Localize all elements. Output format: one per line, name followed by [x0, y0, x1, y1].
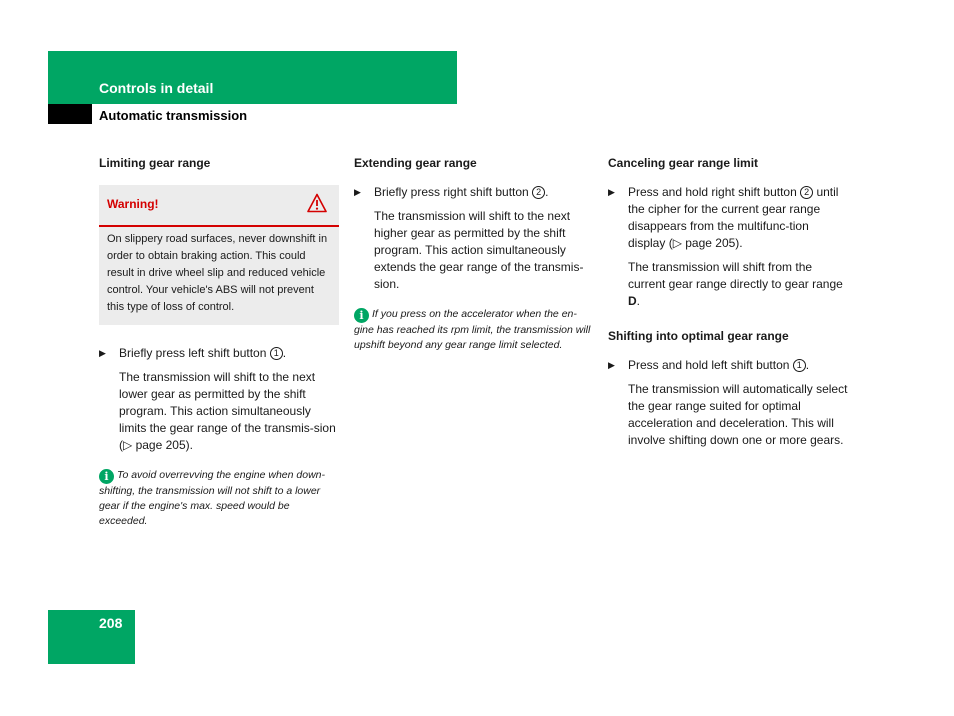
step-text: Briefly press right shift button [374, 185, 529, 199]
section-marker [48, 104, 92, 124]
step-text-cont: until the cipher for the current gear range disappears from the multifunc-tion display ( [628, 185, 839, 250]
para-text: The transmission will shift to the next lower gear as permitted by the shift program. This action simultaneously limits the gear range of the transmis-sion ( [119, 370, 336, 452]
step-text: Briefly press left shift button [119, 346, 267, 360]
shift-button-2-icon: 2 [800, 186, 813, 199]
shift-button-1-icon: 1 [270, 347, 283, 360]
gear-d-label: D [628, 294, 637, 308]
warning-header [99, 185, 339, 227]
page-ref-arrow-icon: ▷ [672, 236, 682, 250]
para-cancel [608, 259, 848, 310]
warning-triangle-icon [307, 193, 327, 218]
step-press-right [354, 184, 594, 201]
shift-button-2-icon: 2 [532, 186, 545, 199]
column-extending [354, 155, 594, 353]
step-end: . [282, 346, 287, 360]
heading-optimal-gear-range: Shifting into optimal gear range [608, 329, 789, 343]
para-text: The transmission will shift from the current gear range directly to gear range [628, 260, 843, 291]
step-end: . [545, 185, 549, 199]
subsection-title: Automatic transmission [99, 108, 248, 123]
note-text: If you press on the accelerator when the en-gine has reached its rpm limit, the transmission will upshift beyond any gear range limit selected. [354, 308, 591, 351]
heading-limiting-gear-range: Limiting gear range [99, 156, 211, 170]
warning-text: On slippery road surfaces, never downshift in order to obtain braking action. This could result in drive wheel slip and reduced vehicle control. Your vehicle's ABS will not prevent this type of loss of control. [107, 233, 328, 313]
warning-box [99, 185, 339, 325]
para-optimal: The transmission will automatically select the gear range suited for optimal acceleration and deceleration. This will involve shifting down one or more gears. [628, 382, 848, 447]
step-arrow-icon: ▶ [608, 360, 615, 370]
step-hold-left [608, 357, 848, 374]
heading-canceling-gear-range-limit: Canceling gear range limit [608, 156, 759, 170]
info-icon: i [354, 308, 369, 323]
column-limiting [99, 155, 339, 529]
para-end: . [636, 294, 641, 308]
note-text: To avoid overrevving the engine when down-shifting, the transmission will not shift to a lower gear if the engine's max. speed would be exceeded. [99, 469, 325, 527]
shift-button-1-icon: 1 [793, 359, 806, 372]
column-canceling [608, 155, 848, 456]
header-band [48, 51, 457, 104]
page-ref-link[interactable]: page 205). [681, 236, 743, 250]
section-title: Controls in detail [99, 80, 214, 96]
step-hold-right [608, 184, 848, 252]
note-overrevving [99, 468, 339, 529]
page-ref-link[interactable]: page 205). [132, 438, 193, 452]
step-press-left [99, 345, 339, 362]
heading-extending-gear-range: Extending gear range [354, 156, 477, 170]
page-ref-arrow-icon: ▷ [123, 438, 133, 452]
para-limit [99, 369, 339, 454]
step-arrow-icon: ▶ [608, 187, 615, 197]
step-text: Press and hold left shift button [628, 358, 790, 372]
note-rpm-limit [354, 307, 594, 353]
step-text: Press and hold right shift button [628, 185, 797, 199]
para-extend: The transmission will shift to the next higher gear as permitted by the shift program. This action simultaneously extends the gear range of the transmis-sion. [374, 209, 584, 291]
page-number: 208 [99, 615, 123, 631]
step-end: . [805, 358, 810, 372]
warning-label: Warning! [107, 197, 159, 211]
info-icon: i [99, 469, 114, 484]
step-arrow-icon: ▶ [99, 348, 106, 358]
step-arrow-icon: ▶ [354, 187, 361, 197]
